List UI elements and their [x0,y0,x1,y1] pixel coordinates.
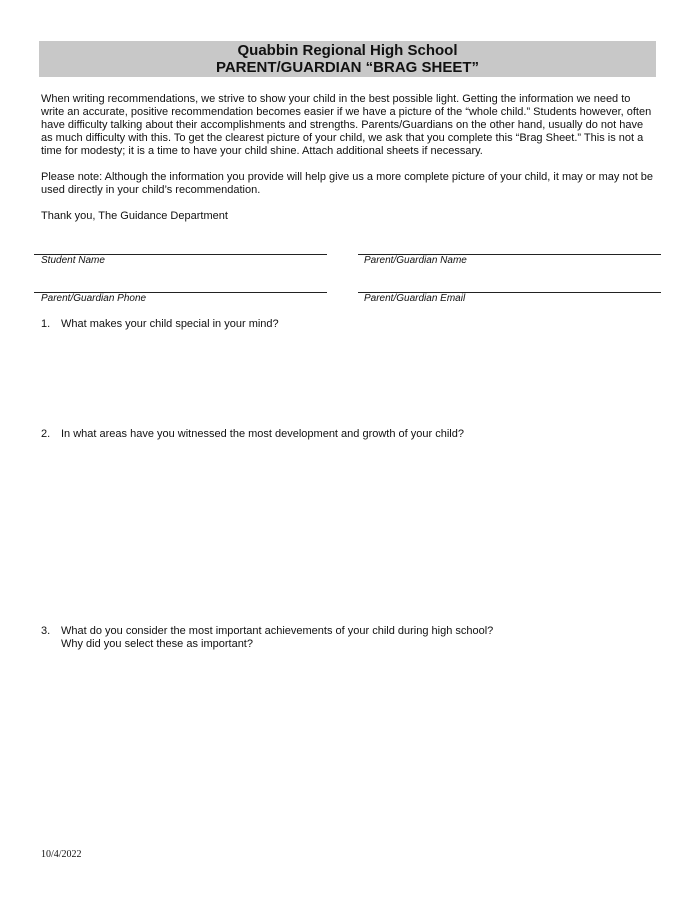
intro-paragraph: When writing recommendations, we strive to show your child in the best possible light. Getting the information we need to write an accurate, positive recommendation becomes easier if we have a picture of the “whole child.” Students however, often have difficulty talking about their accomplishments and strengths. Parents/Guardians on the other hand, usually do not have as much difficulty with this. To get the clearest picture of your child, we ask that you complete this “Brag Sheet.” This is not a time for modesty; it is a time to have your child shine. Attach additional sheets if necessary. [41,93,652,157]
note-paragraph: Please note: Although the information you provide will help give us a more complete picture of your child, it may or may not be used directly in your child’s recommendation. [41,171,654,196]
question-3 [41,625,493,651]
question-text: In what areas have you witnessed the most development and growth of your child? [61,428,464,440]
question-number: 1. [41,318,51,330]
parent-phone-label: Parent/Guardian Phone [41,293,147,304]
question-number: 3. [41,625,51,637]
page-header [39,41,656,77]
question-2 [41,428,464,441]
student-name-label: Student Name [41,255,105,266]
question-number: 2. [41,428,51,440]
footer-date: 10/4/2022 [41,849,82,860]
question-subtext: Why did you select these as important? [61,638,253,650]
thanks-line: Thank you, The Guidance Department [41,210,228,222]
parent-email-label: Parent/Guardian Email [364,293,466,304]
parent-name-label: Parent/Guardian Name [364,255,467,266]
question-text: What do you consider the most important achievements of your child during high school? [61,625,494,637]
school-name: Quabbin Regional High School [237,42,458,59]
question-text: What makes your child special in your mind? [61,318,279,330]
question-1 [41,318,279,331]
form-title: PARENT/GUARDIAN “BRAG SHEET” [215,59,480,76]
